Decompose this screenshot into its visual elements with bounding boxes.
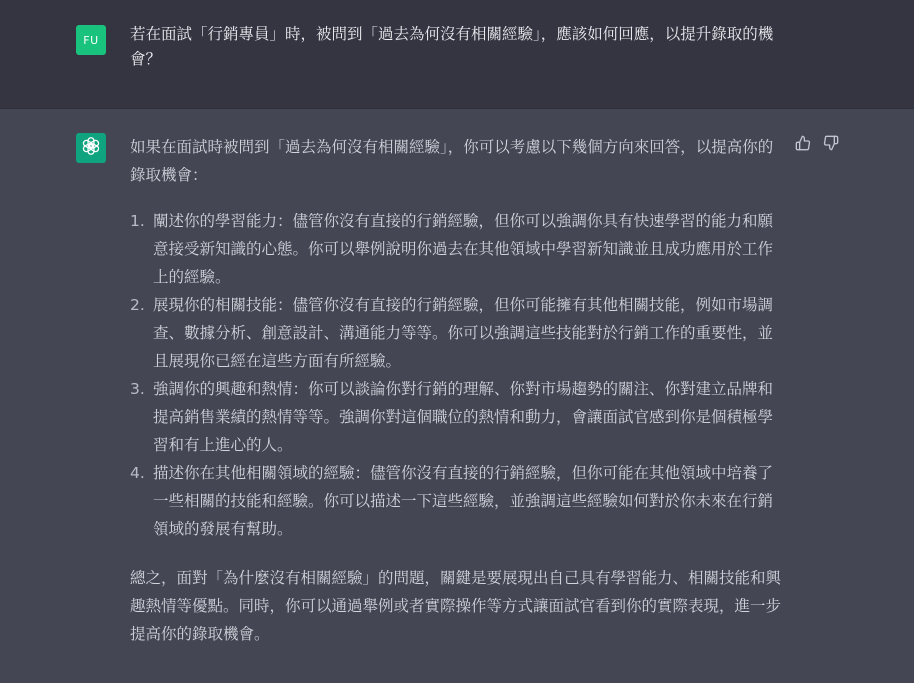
- list-item-number: 2.: [130, 296, 145, 314]
- response-intro: 如果在面試時被問到「過去為何沒有相關經驗」，你可以考慮以下幾個方向來回答，以提高你的錄取機會：: [130, 138, 774, 184]
- user-avatar-initials: FU: [83, 33, 99, 47]
- list-item: [130, 375, 785, 459]
- feedback-buttons: [794, 136, 839, 153]
- list-item-number: 1.: [130, 212, 145, 230]
- user-message-row: [0, 0, 914, 109]
- list-item-number: 4.: [130, 464, 145, 482]
- assistant-avatar: [76, 133, 106, 163]
- thumbs-up-button[interactable]: [794, 136, 811, 153]
- thumbs-down-button[interactable]: [822, 136, 839, 153]
- list-item: [130, 291, 785, 375]
- list-item-text: 闡述你的學習能力：儘管你沒有直接的行銷經驗，但你可以強調你具有快速學習的能力和願意接受新知識的心態。你可以舉例說明你過去在其他領域中學習新知識並且成功應用於工作上的經驗。: [153, 212, 774, 286]
- openai-logo-icon: [80, 135, 102, 161]
- response-conclusion: 總之，面對「為什麼沒有相關經驗」的問題，關鍵是要展現出自己具有學習能力、相關技能和興趣熱情等優點。同時，你可以通過舉例或者實際操作等方式讓面試官看到你的實際表現，進一步提高你的錄取機會。: [130, 569, 782, 643]
- user-message-text: 若在面試「行銷專員」時，被問到「過去為何沒有相關經驗」，應該如何回應，以提升錄取的機會？: [130, 25, 774, 68]
- thumbs-down-icon: [823, 135, 839, 155]
- list-item-text: 描述你在其他相關領域的經驗：儘管你沒有直接的行銷經驗，但你可能在其他領域中培養了一些相關的技能和經驗。你可以描述一下這些經驗，並強調這些經驗如何對於你未來在行銷領域的發展有幫助。: [153, 464, 774, 538]
- thumbs-up-icon: [795, 135, 811, 155]
- list-item: [130, 459, 785, 543]
- user-avatar: [76, 25, 106, 55]
- assistant-message-text: [130, 133, 785, 648]
- list-item: [130, 207, 785, 291]
- list-item-text: 展現你的相關技能：儘管你沒有直接的行銷經驗，但你可能擁有其他相關技能，例如市場調查、數據分析、創意設計、溝通能力等等。你可以強調這些技能對於行銷工作的重要性，並且展現你已經在這些方面有所經驗。: [153, 296, 774, 370]
- list-item-number: 3.: [130, 380, 145, 398]
- list-item-text: 強調你的興趣和熱情：你可以談論你對行銷的理解、你對市場趨勢的關注、你對建立品牌和提高銷售業績的熱情等等。強調你對這個職位的熱情和動力，會讓面試官感到你是個積極學習和有上進心的人。: [153, 380, 774, 454]
- response-list: [130, 207, 785, 543]
- assistant-message-row: [0, 109, 914, 683]
